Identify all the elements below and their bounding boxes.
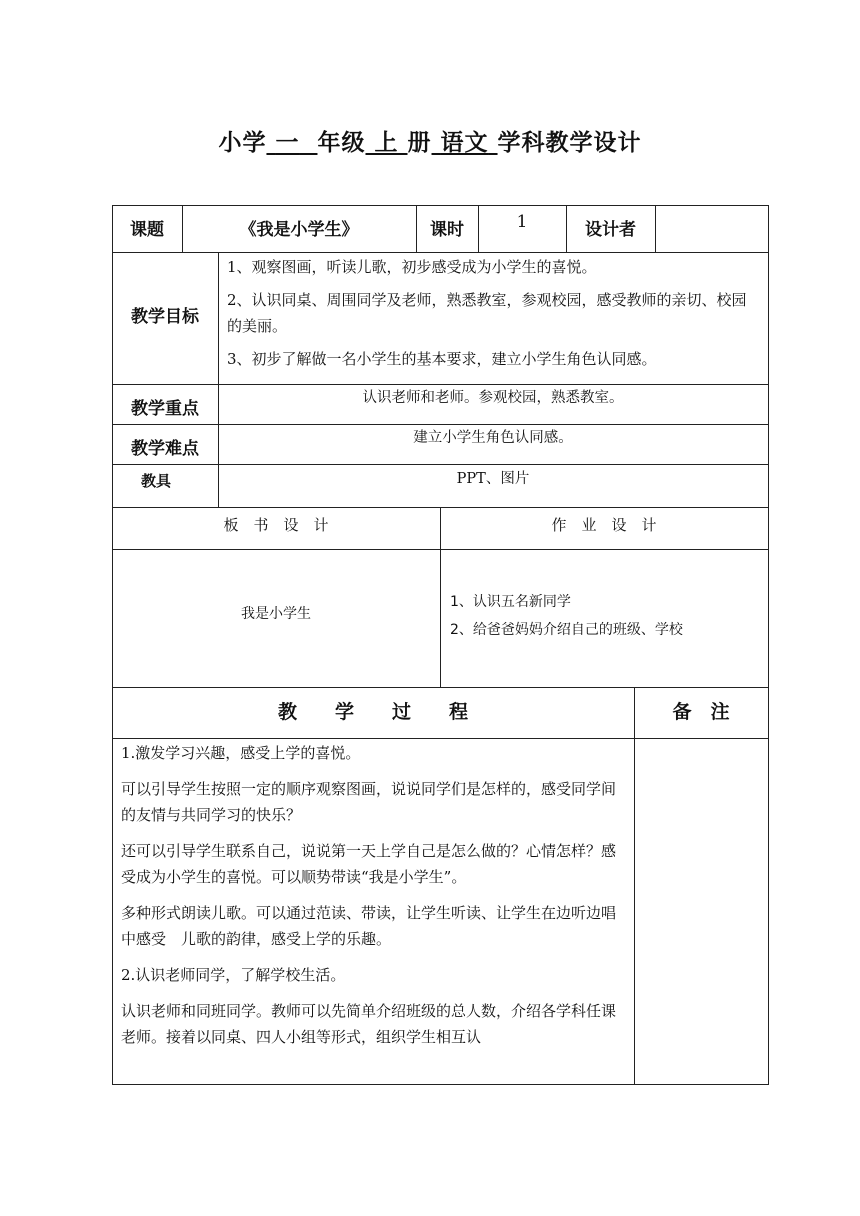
process-label: 教 学 过 程 bbox=[277, 701, 468, 723]
designer-label: 设计者 bbox=[585, 220, 636, 240]
title-term: 上 bbox=[374, 130, 399, 156]
topic-value: 《我是小学生》 bbox=[239, 220, 359, 240]
key-points-label: 教学重点 bbox=[131, 399, 199, 419]
title-suffix: 学科教学设计 bbox=[497, 130, 642, 156]
notes-label: 备 注 bbox=[672, 701, 730, 723]
homework-design-label: 作 业 设 计 bbox=[551, 516, 657, 534]
goals-list bbox=[227, 254, 761, 372]
goal-item: 3、初步了解做一名小学生的基本要求，建立小学生角色认同感。 bbox=[227, 350, 657, 368]
goal-item: 2、认识同桌、周围同学及老师，熟悉教室，参观校园，感受教师的亲切、校园的美丽。 bbox=[227, 291, 747, 335]
hours-label: 课时 bbox=[430, 220, 464, 240]
title-subject: 语文 bbox=[440, 130, 489, 156]
board-design-label: 板 书 设 计 bbox=[223, 516, 329, 534]
page-title bbox=[0, 124, 860, 157]
title-grade: 一 bbox=[275, 130, 300, 156]
difficulties-label: 教学难点 bbox=[131, 439, 199, 459]
process-paragraph: 2.认识老师同学，了解学校生活。 bbox=[121, 966, 346, 984]
process-content bbox=[121, 740, 629, 1084]
process-paragraph: 认识老师和同班同学。教师可以先简单介绍班级的总人数，介绍各学科任课老师。接着以同桌、四人小组等形式，组织学生相互认 bbox=[121, 1002, 617, 1046]
homework-list bbox=[450, 588, 760, 644]
board-content: 我是小学生 bbox=[241, 606, 311, 622]
process-paragraph: 多种形式朗读儿歌。可以通过范读、带读，让学生听读、让学生在边听边唱中感受 儿歌的韵律，感受上学的乐趣。 bbox=[121, 904, 617, 948]
process-paragraph: 可以引导学生按照一定的顺序观察图画，说说同学们是怎样的，感受同学间的友情与共同学习的快乐？ bbox=[121, 780, 617, 824]
topic-label: 课题 bbox=[130, 220, 164, 240]
title-prefix: 小学 bbox=[218, 130, 267, 156]
goals-label: 教学目标 bbox=[131, 307, 199, 327]
title-term-suffix: 册 bbox=[407, 130, 432, 156]
tools-value: PPT、图片 bbox=[456, 471, 530, 487]
process-paragraph: 1.激发学习兴趣，感受上学的喜悦。 bbox=[121, 744, 361, 762]
goal-item: 1、观察图画，听读儿歌，初步感受成为小学生的喜悦。 bbox=[227, 258, 597, 276]
tools-label: 教具 bbox=[140, 472, 171, 490]
hours-value: 1 bbox=[516, 212, 528, 232]
key-points-value: 认识老师和老师。参观校园，熟悉教室。 bbox=[362, 390, 624, 406]
homework-item: 1、认识五名新同学 bbox=[450, 594, 571, 610]
process-paragraph: 还可以引导学生联系自己，说说第一天上学自己是怎么做的？心情怎样？感受成为小学生的喜悦。可以顺势带读“我是小学生”。 bbox=[121, 842, 617, 886]
difficulties-value: 建立小学生角色认同感。 bbox=[413, 430, 573, 446]
homework-item: 2、给爸爸妈妈介绍自己的班级、学校 bbox=[450, 622, 683, 638]
title-grade-suffix: 年级 bbox=[317, 130, 366, 156]
